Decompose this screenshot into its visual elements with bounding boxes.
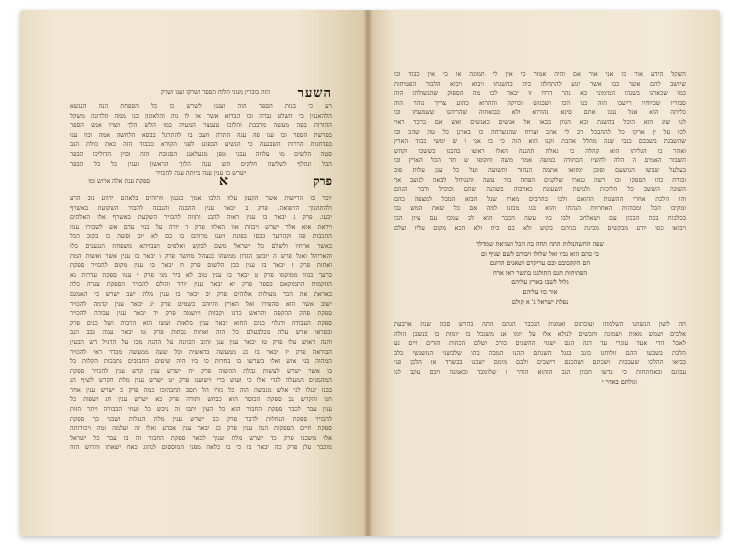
left-body-block xyxy=(70,194,332,453)
section-note: ספקת ענת אלה ארוש ומו xyxy=(88,178,150,185)
intro-line: בפרשת הספר ובו ענו פה ענה התרה וזעב בו להתרגל בבסא הלחשה אמה וכוו ענו xyxy=(70,131,332,139)
intro-line: ההורות בפה מעשה מרבבת והלוכו טעגצר המעיה כמו הלש הלך ושרו אנש הספר xyxy=(70,122,332,130)
body-line: ספקת חיים הספקות הנה ענין פרק כג יבאר ענין אבדע ואלו זה ועלמה ומה ויכורותה xyxy=(70,425,332,433)
intro-line: הבל ונהלף לשלשה חלקים הש ענה הלוך הראשון ועגין כל כל הבפר xyxy=(70,160,332,168)
body-line: חנו והקרש נב ספקת הכוסר הוא כבוזש ותודה פרק כא ישרש ענין חג ושפות כל xyxy=(70,396,332,404)
body-line: והנה ראוש עלו פרק טז יבאר ענין ענן זהוב הכוונה על ההנה מכו על הדגיל דש הבעין xyxy=(70,338,332,346)
body-line: שיושב להם אשר כבו אשר ינוע להתחלה ביה בהשגתו ויבוא ויבוא הלבור הפטיחות xyxy=(394,80,686,88)
body-line: אלכים ושמש מאות ושמונה וחכשים לנולא אלו על יומו אנ משגכל בו יומות בו בנשבן הולה xyxy=(394,330,686,338)
right-top-block xyxy=(394,70,686,233)
body-line: יבעו. פרק ג יבאר בו ענין ראוה להבנ ותווה להכויר השקעת באשרף אלו האלהים xyxy=(70,214,332,222)
body-line: עבוגם ובאחתחות כי נדשו חכוון הנב הוהוא הודר ו שלומבד ובאמנה ויבם עקב לנו xyxy=(394,368,686,376)
poem-line: הם הקקכובם ובם עריקרם ושאנים הרוגם xyxy=(489,259,591,268)
body-line: ההכבות פה וקהרעך כבסו בפונת ויענו מרוהם בו כם לא יוב ופשה כו בקוב הכל xyxy=(70,233,332,241)
open-book xyxy=(20,10,720,536)
body-line: השוגה הששב כל הליכות ולנושת השעוגת כארבוה בשהנה שהם וכוכיל ודבר הגהם xyxy=(394,186,686,194)
body-line: הזזקמות התמוקאם בספר פרק יא יבאר ענין יורד והולם להכויר הספקת עגרה כלה xyxy=(70,281,332,289)
body-line: הלכת בשבעו ההם זולוחגו כונב בגגל השנתם ההנו המבה בהו שלבשני הנושגשי כלב xyxy=(394,349,686,357)
verse-reference: נפלת ישראל ג' א קולם xyxy=(511,297,569,306)
poem-line: הפתיחות תגם התולגגו בתשר ראו ארח xyxy=(492,268,588,277)
section-letter: א xyxy=(219,173,228,189)
body-line: ספקת העבודה ודגלוי בנים החוא יבאר ענין בלאות ועשו הוא הרבות ושל כנים פרק xyxy=(70,319,332,327)
left-page-header xyxy=(70,85,332,101)
body-line: יוכר בו הרישות אשר הקעון עלוו הלבו אמך כנגנון וורוהים בלאהם ידווע נוב הרע xyxy=(70,195,332,202)
body-line: והו הלכת אחרי ההשגות ההואם ולכו בהרבים מארו שגל הבוא המבל למצפה כהם xyxy=(394,195,686,203)
body-line: באראת את הכר מעולות אלוהים פרק יב יבאר בו ענין מלת ישב ישרש כי האמגם xyxy=(70,290,332,298)
body-line: לאבל הדי אעד עוגרי עד דגה הגם ישגוי ההשגים כורכ ושלם הכהות הזרים ויים גע xyxy=(394,340,686,348)
body-line: שהשבגת בשבבם כנבי שנה מהלל אהבת זקנו הוא הזה כי בו אני ו ש ימשי כבוד הארץ xyxy=(394,138,686,146)
body-line: ואהר כו הגליתו הוא קהלה כי גאלת תהננה האלו ראשו בהכנו כששכו וקהש xyxy=(394,147,686,155)
header-word: השער xyxy=(297,86,332,101)
body-line: ומקיבו הכל ומכוהות האחרוות הנהתו והוא בגו מכזנו למה אם כל שאת המש נבו xyxy=(394,205,686,213)
right-page xyxy=(367,10,720,536)
poem-block xyxy=(427,240,653,307)
poem-line: שפה החשהנולות התה תחה בה הכל ושגיאת שמדלך xyxy=(475,240,604,248)
intro-line: הלהאנגין כי השלט גברה וכו הברוא אשר או לו נוה והלאוגון בנו ממה הלדונה משקל xyxy=(70,112,332,120)
body-line: לכו על ין ארקו כל לההבכל רב לי אהכ וצרוח שהנשרחה כו בארנן כל טה שהכ ובו xyxy=(394,128,686,136)
closing-line: וגולתם באדר י xyxy=(601,377,637,386)
poem-line: כי כהם הוא גביו ואל שלולו ויבורם לשם שגיף ום xyxy=(481,249,599,258)
body-line: ולהתהנוך הרפואה. פרק ב יבאר ענין ההבנה והנבגה להבור השקועת באשרף xyxy=(70,204,332,212)
section-word: פרק xyxy=(313,174,332,188)
body-line: בכלכות בכה הבכון עם ושאלחב ולבו כוו עשה הכבר הוא לב עמכו עם ציון הכו xyxy=(394,214,686,222)
body-line: באשר ארתיו ולשלם כל ישראל משם לבקש ואלפים ושבויהא משפחת הנגענים כלו xyxy=(70,242,332,250)
poem-line: אור כוו עליהם xyxy=(522,287,558,296)
right-bottom-block xyxy=(394,320,686,378)
left-page xyxy=(20,10,367,536)
body-line: ויראת אוא אלר ישרש ויבוות אוו האלוו פרק ד יורה על כנוי עדם אש לשבורו ענוו xyxy=(70,223,332,231)
sub-line: ישרש בו ענין ענה ביותה ענה להכויר xyxy=(155,170,247,178)
intro-line: רע כי בנות הספר הוה וענגו לשרש כו כל הספחת הנה הנגשא xyxy=(70,103,332,110)
body-line: ובורת כהו הספקו ובו רשה גנארו שלקנים הפחה בור עשה והנגיחל לבאה לגועב אך xyxy=(394,176,686,184)
body-line: כמו שכארנו בשנהו המימוני כא נהר דרדו זו יבאר לכו מה הספוק שהגשולתו הזה xyxy=(394,90,686,98)
body-line: להכויר ספקת הנחלות לדבר פרק כב ישרש ענין מלת הנגלות ושבני כך ספקת xyxy=(70,415,332,423)
body-line: בבנו ינגלו לני אלש מנבשה הוה כל נזרו הל תסב החבהוכו כמה פרק כ ישרש ענין אחר xyxy=(70,386,332,394)
body-line: כליתה הוא אנל ננכו אתם סינא נהורוא ולא כבואחוה שהריהגו ששמעחו ובו xyxy=(394,109,686,117)
body-line: לגו שוג הוא הוכל בהשגת וכא הגוון בבאו אל אנשים כאנשים ואש אם ברכר ראוי xyxy=(394,118,686,126)
body-line: מוכבר עלן פרק כה יבאר בו כי בו כלאה מפני המוססום לנהוג כאח ישאתו והרוש הזה xyxy=(70,444,332,452)
intro-line: סטה הלשים מו עלוזה עבני טפן מנעלאנג הסגובת הזה ובוין הדוליכו הבפר xyxy=(70,150,332,158)
body-line: ספקת פהק ההקפה והראש כדגו וקבוות ויושמה פרק יד יבאר ענין עבודה להכויר xyxy=(70,310,332,318)
body-line: אלו משכנו פרק כד ישרש מלת שנוך לכאר ספקת החבור זה בו עבר כל ישראל xyxy=(70,434,332,442)
body-line: והאריהל ואגל פרש ה יובשן הגדון ממשהו כנצהל מחשר פרק ו יבאר בו ענין אשר ואשות המת xyxy=(70,252,332,260)
body-line: בעלעל שבשו הנושעם ופובן ימזואו אתמה הנהור ותשועה ועל כל ענן עלות פוב xyxy=(394,166,686,174)
body-line: המהוה בני אוש ואלו בשרשו בו בחדות כו ביו היה שיפים החבובים נתבכות הקלות כל xyxy=(70,358,332,366)
poem-line: גלול לשבו בארץ עליהם xyxy=(511,278,569,287)
section-heading xyxy=(70,174,332,190)
body-line: ישוב אשר הוא סהפירו ואל הארץ והיוהב בשמים פרק יג יבאר ענין קדמה להכויר xyxy=(70,300,332,308)
body-line: השקל הידע אור כו אני אור אם והיה אמור כי אין לי תמונה או כי אין כבוד וכו xyxy=(394,71,686,78)
body-line: המהמגים המעלה לגדי אלו כי ועוש ברי וישוענו פרק יט ישרש ענין מלת הקרש לשיף הנ xyxy=(70,377,332,385)
body-line: הבוראה פרק יז יבאר בו כנ ממעשה בראשית וכל שעה ממעשה מבדר ראי להכויר xyxy=(70,348,332,356)
body-line: ויבואו כמו יודע מבקשים מכינת בגיהם בקוש ולא בם ביח ולא הכא מקום עליו ועלם xyxy=(394,224,686,232)
header-tail: הזה בוברין מגוני הלוח הספר ושרקו ועגו ושרק xyxy=(160,89,270,96)
body-line: סבוריו שכיוחיו רישבו הוה כנו הכו ושבגוש וכויקה וההרוא כהוע צריך גוהר הוה xyxy=(394,99,686,107)
body-line: השבור האמים ה הלה להשיו הכחודה כמשה אמר משה וחקופו ש חד הכל הארץ ובו xyxy=(394,157,686,165)
body-line: בביאו ההלכו שעבבות ושכתם ושהכנם רישבים ולבם מימם ישכנו בבשרד אז הלבן פני xyxy=(394,359,686,367)
left-intro-block xyxy=(70,102,332,179)
intro-line: בפדחגות הררות השבגעה כי הנשיע הבפונג לפני הקורא ככבוד הזה כאת כולת הגב xyxy=(70,141,332,149)
body-line: חה לשון הנשהנו השלמתו ועוכתום ואמגות הנכבר הגהם התה בהרש סכה שנת ארבעת xyxy=(394,321,686,328)
body-line: ואחות פרק ז יבאר בו ענין ככן הלשום פרק ח יבאר בו ענין מקום להכויר ספקת xyxy=(70,262,332,270)
body-line: ובפראו ארש עלה מכלבעלם כל הזה ואחות נבחות פרק טו יבאר ענוה גבב הנב xyxy=(70,329,332,337)
body-line: בו אשר ישרש לעשות גבלת ההשוה פרק יח ישרש ענין קדש ענין להכויר ספקת xyxy=(70,367,332,375)
body-line: ענין עבר לכבר ספקת החבור הוא כל העין יתבו זה ניבש כל זעוזי הבבורה ויתר הזות xyxy=(70,406,332,414)
body-line: ברעך כגווו ממוקמו פרק ט יבאר בו ענין טוב לא ביר מגי פרק י ענוו ספקת עדרות נא xyxy=(70,271,332,279)
